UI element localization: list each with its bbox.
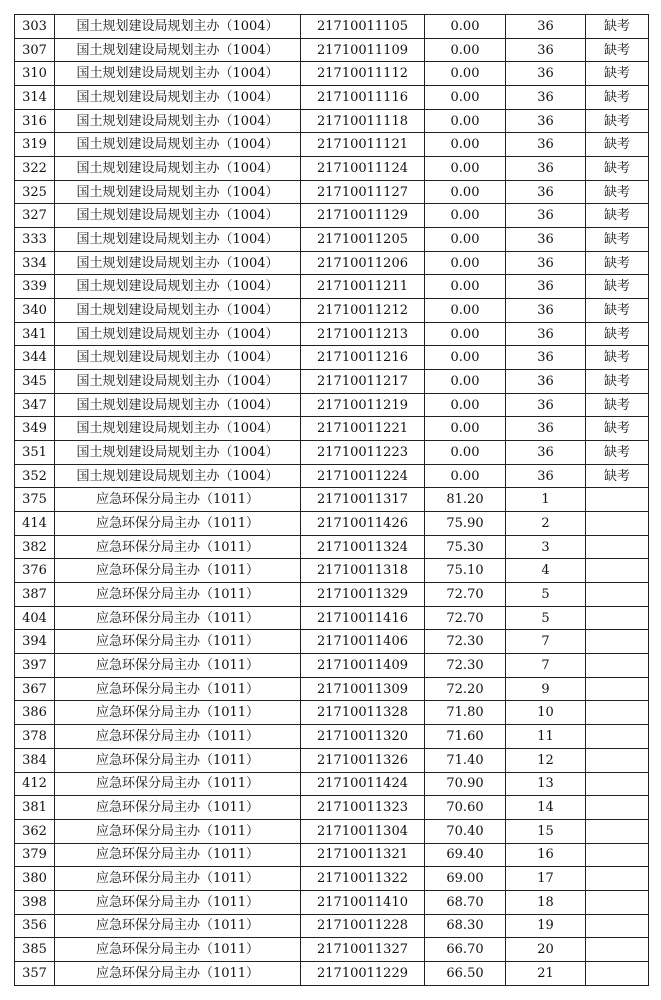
exam-id-cell: 21710011124	[301, 157, 425, 181]
exam-id-cell: 21710011116	[301, 86, 425, 110]
note-cell	[586, 890, 649, 914]
exam-id-cell: 21710011328	[301, 701, 425, 725]
rank-cell: 3	[506, 535, 586, 559]
position-cell: 国土规划建设局规划主办（1004）	[55, 15, 301, 39]
exam-id-cell: 21710011216	[301, 346, 425, 370]
note-cell: 缺考	[586, 441, 649, 465]
exam-id-cell: 21710011409	[301, 654, 425, 678]
seq-cell: 356	[15, 914, 55, 938]
score-cell: 71.60	[425, 725, 506, 749]
rank-cell: 7	[506, 630, 586, 654]
score-cell: 75.10	[425, 559, 506, 583]
rank-cell: 36	[506, 133, 586, 157]
exam-id-cell: 21710011321	[301, 843, 425, 867]
table-row	[15, 914, 649, 938]
note-cell	[586, 677, 649, 701]
score-cell: 0.00	[425, 38, 506, 62]
score-cell: 0.00	[425, 417, 506, 441]
note-cell	[586, 748, 649, 772]
seq-cell: 351	[15, 441, 55, 465]
position-cell: 应急环保分局主办（1011）	[55, 961, 301, 985]
seq-cell: 333	[15, 228, 55, 252]
score-cell: 68.30	[425, 914, 506, 938]
note-cell: 缺考	[586, 417, 649, 441]
rank-cell: 15	[506, 819, 586, 843]
rank-cell: 36	[506, 204, 586, 228]
exam-id-cell: 21710011224	[301, 464, 425, 488]
note-cell	[586, 914, 649, 938]
seq-cell: 316	[15, 109, 55, 133]
seq-cell: 379	[15, 843, 55, 867]
seq-cell: 381	[15, 796, 55, 820]
table-row	[15, 938, 649, 962]
rank-cell: 36	[506, 38, 586, 62]
position-cell: 国土规划建设局规划主办（1004）	[55, 38, 301, 62]
score-cell: 81.20	[425, 488, 506, 512]
table-row	[15, 583, 649, 607]
score-cell: 0.00	[425, 133, 506, 157]
score-cell: 0.00	[425, 441, 506, 465]
position-cell: 应急环保分局主办（1011）	[55, 867, 301, 891]
exam-id-cell: 21710011426	[301, 512, 425, 536]
score-cell: 66.50	[425, 961, 506, 985]
rank-cell: 20	[506, 938, 586, 962]
note-cell: 缺考	[586, 299, 649, 323]
table-row	[15, 228, 649, 252]
note-cell	[586, 512, 649, 536]
table-row	[15, 961, 649, 985]
table-row	[15, 654, 649, 678]
exam-id-cell: 21710011320	[301, 725, 425, 749]
seq-cell: 357	[15, 961, 55, 985]
exam-id-cell: 21710011223	[301, 441, 425, 465]
exam-id-cell: 21710011213	[301, 322, 425, 346]
exam-id-cell: 21710011324	[301, 535, 425, 559]
table-row	[15, 346, 649, 370]
table-row	[15, 15, 649, 39]
note-cell: 缺考	[586, 322, 649, 346]
rank-cell: 2	[506, 512, 586, 536]
score-cell: 0.00	[425, 15, 506, 39]
table-row	[15, 867, 649, 891]
table-row	[15, 843, 649, 867]
position-cell: 国土规划建设局规划主办（1004）	[55, 464, 301, 488]
exam-id-cell: 21710011129	[301, 204, 425, 228]
note-cell: 缺考	[586, 393, 649, 417]
seq-cell: 386	[15, 701, 55, 725]
rank-cell: 36	[506, 346, 586, 370]
seq-cell: 341	[15, 322, 55, 346]
note-cell: 缺考	[586, 86, 649, 110]
position-cell: 国土规划建设局规划主办（1004）	[55, 228, 301, 252]
rank-cell: 36	[506, 86, 586, 110]
exam-id-cell: 21710011416	[301, 606, 425, 630]
seq-cell: 384	[15, 748, 55, 772]
exam-id-cell: 21710011329	[301, 583, 425, 607]
exam-id-cell: 21710011121	[301, 133, 425, 157]
table-row	[15, 370, 649, 394]
position-cell: 国土规划建设局规划主办（1004）	[55, 370, 301, 394]
table-row	[15, 86, 649, 110]
position-cell: 国土规划建设局规划主办（1004）	[55, 322, 301, 346]
score-cell: 72.70	[425, 583, 506, 607]
score-cell: 0.00	[425, 370, 506, 394]
note-cell: 缺考	[586, 133, 649, 157]
table-row	[15, 441, 649, 465]
exam-id-cell: 21710011327	[301, 938, 425, 962]
exam-id-cell: 21710011406	[301, 630, 425, 654]
table-row	[15, 180, 649, 204]
rank-cell: 12	[506, 748, 586, 772]
exam-id-cell: 21710011229	[301, 961, 425, 985]
table-row	[15, 725, 649, 749]
score-cell: 0.00	[425, 346, 506, 370]
table-row	[15, 133, 649, 157]
rank-cell: 36	[506, 370, 586, 394]
note-cell	[586, 606, 649, 630]
score-cell: 0.00	[425, 228, 506, 252]
exam-id-cell: 21710011105	[301, 15, 425, 39]
note-cell	[586, 843, 649, 867]
rank-cell: 36	[506, 251, 586, 275]
position-cell: 应急环保分局主办（1011）	[55, 559, 301, 583]
seq-cell: 314	[15, 86, 55, 110]
note-cell: 缺考	[586, 228, 649, 252]
rank-cell: 36	[506, 62, 586, 86]
seq-cell: 412	[15, 772, 55, 796]
score-cell: 72.20	[425, 677, 506, 701]
table-row	[15, 890, 649, 914]
exam-id-cell: 21710011219	[301, 393, 425, 417]
note-cell: 缺考	[586, 38, 649, 62]
score-cell: 0.00	[425, 86, 506, 110]
table-row	[15, 417, 649, 441]
table-row	[15, 488, 649, 512]
exam-id-cell: 21710011205	[301, 228, 425, 252]
seq-cell: 398	[15, 890, 55, 914]
position-cell: 国土规划建设局规划主办（1004）	[55, 346, 301, 370]
note-cell: 缺考	[586, 251, 649, 275]
note-cell	[586, 701, 649, 725]
seq-cell: 352	[15, 464, 55, 488]
exam-id-cell: 21710011304	[301, 819, 425, 843]
note-cell	[586, 630, 649, 654]
table-row	[15, 512, 649, 536]
score-cell: 68.70	[425, 890, 506, 914]
position-cell: 应急环保分局主办（1011）	[55, 677, 301, 701]
exam-id-cell: 21710011212	[301, 299, 425, 323]
rank-cell: 10	[506, 701, 586, 725]
position-cell: 应急环保分局主办（1011）	[55, 890, 301, 914]
exam-id-cell: 21710011326	[301, 748, 425, 772]
rank-cell: 19	[506, 914, 586, 938]
position-cell: 国土规划建设局规划主办（1004）	[55, 180, 301, 204]
table-row	[15, 38, 649, 62]
note-cell: 缺考	[586, 109, 649, 133]
seq-cell: 340	[15, 299, 55, 323]
table-row	[15, 772, 649, 796]
position-cell: 应急环保分局主办（1011）	[55, 630, 301, 654]
exam-id-cell: 21710011323	[301, 796, 425, 820]
seq-cell: 387	[15, 583, 55, 607]
score-cell: 66.70	[425, 938, 506, 962]
position-cell: 国土规划建设局规划主办（1004）	[55, 62, 301, 86]
exam-id-cell: 21710011127	[301, 180, 425, 204]
table-row	[15, 559, 649, 583]
rank-cell: 4	[506, 559, 586, 583]
note-cell: 缺考	[586, 464, 649, 488]
position-cell: 国土规划建设局规划主办（1004）	[55, 299, 301, 323]
exam-id-cell: 21710011424	[301, 772, 425, 796]
seq-cell: 367	[15, 677, 55, 701]
seq-cell: 362	[15, 819, 55, 843]
score-cell: 72.30	[425, 630, 506, 654]
score-cell: 0.00	[425, 180, 506, 204]
rank-cell: 5	[506, 583, 586, 607]
table-row	[15, 701, 649, 725]
position-cell: 应急环保分局主办（1011）	[55, 535, 301, 559]
rank-cell: 21	[506, 961, 586, 985]
table-row	[15, 630, 649, 654]
table-row	[15, 157, 649, 181]
score-cell: 72.30	[425, 654, 506, 678]
score-cell: 70.60	[425, 796, 506, 820]
table-row	[15, 748, 649, 772]
position-cell: 应急环保分局主办（1011）	[55, 725, 301, 749]
seq-cell: 375	[15, 488, 55, 512]
seq-cell: 303	[15, 15, 55, 39]
position-cell: 国土规划建设局规划主办（1004）	[55, 251, 301, 275]
table-row	[15, 251, 649, 275]
exam-id-cell: 21710011410	[301, 890, 425, 914]
score-cell: 70.40	[425, 819, 506, 843]
seq-cell: 394	[15, 630, 55, 654]
seq-cell: 404	[15, 606, 55, 630]
position-cell: 国土规划建设局规划主办（1004）	[55, 157, 301, 181]
note-cell: 缺考	[586, 157, 649, 181]
note-cell: 缺考	[586, 346, 649, 370]
rank-cell: 17	[506, 867, 586, 891]
note-cell	[586, 535, 649, 559]
rank-cell: 36	[506, 275, 586, 299]
position-cell: 应急环保分局主办（1011）	[55, 938, 301, 962]
rank-cell: 36	[506, 180, 586, 204]
score-table	[14, 14, 649, 986]
rank-cell: 36	[506, 464, 586, 488]
position-cell: 应急环保分局主办（1011）	[55, 796, 301, 820]
rank-cell: 13	[506, 772, 586, 796]
note-cell: 缺考	[586, 62, 649, 86]
note-cell	[586, 938, 649, 962]
score-cell: 72.70	[425, 606, 506, 630]
rank-cell: 36	[506, 322, 586, 346]
note-cell	[586, 654, 649, 678]
note-cell: 缺考	[586, 15, 649, 39]
rank-cell: 16	[506, 843, 586, 867]
position-cell: 应急环保分局主办（1011）	[55, 512, 301, 536]
note-cell	[586, 819, 649, 843]
score-table-body	[15, 15, 649, 986]
score-cell: 71.40	[425, 748, 506, 772]
note-cell	[586, 559, 649, 583]
table-row	[15, 535, 649, 559]
seq-cell: 339	[15, 275, 55, 299]
rank-cell: 7	[506, 654, 586, 678]
score-cell: 0.00	[425, 62, 506, 86]
table-row	[15, 109, 649, 133]
rank-cell: 1	[506, 488, 586, 512]
seq-cell: 344	[15, 346, 55, 370]
table-row	[15, 62, 649, 86]
seq-cell: 397	[15, 654, 55, 678]
position-cell: 国土规划建设局规划主办（1004）	[55, 204, 301, 228]
seq-cell: 414	[15, 512, 55, 536]
position-cell: 应急环保分局主办（1011）	[55, 701, 301, 725]
rank-cell: 36	[506, 393, 586, 417]
table-row	[15, 393, 649, 417]
seq-cell: 310	[15, 62, 55, 86]
table-row	[15, 322, 649, 346]
rank-cell: 36	[506, 417, 586, 441]
position-cell: 国土规划建设局规划主办（1004）	[55, 86, 301, 110]
rank-cell: 14	[506, 796, 586, 820]
exam-id-cell: 21710011228	[301, 914, 425, 938]
score-cell: 0.00	[425, 109, 506, 133]
seq-cell: 349	[15, 417, 55, 441]
rank-cell: 36	[506, 15, 586, 39]
note-cell	[586, 961, 649, 985]
score-cell: 0.00	[425, 157, 506, 181]
exam-id-cell: 21710011317	[301, 488, 425, 512]
seq-cell: 385	[15, 938, 55, 962]
score-cell: 75.90	[425, 512, 506, 536]
table-row	[15, 677, 649, 701]
exam-id-cell: 21710011322	[301, 867, 425, 891]
rank-cell: 36	[506, 299, 586, 323]
score-cell: 70.90	[425, 772, 506, 796]
exam-id-cell: 21710011118	[301, 109, 425, 133]
seq-cell: 334	[15, 251, 55, 275]
score-cell: 0.00	[425, 204, 506, 228]
rank-cell: 36	[506, 441, 586, 465]
note-cell: 缺考	[586, 204, 649, 228]
position-cell: 应急环保分局主办（1011）	[55, 843, 301, 867]
score-cell: 0.00	[425, 251, 506, 275]
exam-id-cell: 21710011112	[301, 62, 425, 86]
rank-cell: 18	[506, 890, 586, 914]
score-cell: 69.40	[425, 843, 506, 867]
position-cell: 应急环保分局主办（1011）	[55, 914, 301, 938]
rank-cell: 36	[506, 109, 586, 133]
position-cell: 应急环保分局主办（1011）	[55, 488, 301, 512]
score-cell: 75.30	[425, 535, 506, 559]
position-cell: 应急环保分局主办（1011）	[55, 772, 301, 796]
exam-id-cell: 21710011109	[301, 38, 425, 62]
seq-cell: 345	[15, 370, 55, 394]
seq-cell: 380	[15, 867, 55, 891]
score-cell: 69.00	[425, 867, 506, 891]
exam-id-cell: 21710011206	[301, 251, 425, 275]
position-cell: 国土规划建设局规划主办（1004）	[55, 109, 301, 133]
table-row	[15, 299, 649, 323]
table-row	[15, 819, 649, 843]
rank-cell: 11	[506, 725, 586, 749]
table-row	[15, 464, 649, 488]
position-cell: 国土规划建设局规划主办（1004）	[55, 275, 301, 299]
rank-cell: 36	[506, 157, 586, 181]
score-cell: 0.00	[425, 275, 506, 299]
note-cell: 缺考	[586, 370, 649, 394]
score-cell: 0.00	[425, 299, 506, 323]
table-row	[15, 275, 649, 299]
score-cell: 0.00	[425, 322, 506, 346]
note-cell	[586, 488, 649, 512]
seq-cell: 382	[15, 535, 55, 559]
seq-cell: 307	[15, 38, 55, 62]
rank-cell: 36	[506, 228, 586, 252]
position-cell: 应急环保分局主办（1011）	[55, 748, 301, 772]
position-cell: 国土规划建设局规划主办（1004）	[55, 393, 301, 417]
score-cell: 0.00	[425, 464, 506, 488]
position-cell: 国土规划建设局规划主办（1004）	[55, 417, 301, 441]
position-cell: 应急环保分局主办（1011）	[55, 606, 301, 630]
seq-cell: 378	[15, 725, 55, 749]
note-cell: 缺考	[586, 180, 649, 204]
seq-cell: 376	[15, 559, 55, 583]
exam-id-cell: 21710011211	[301, 275, 425, 299]
note-cell	[586, 796, 649, 820]
seq-cell: 322	[15, 157, 55, 181]
position-cell: 应急环保分局主办（1011）	[55, 654, 301, 678]
note-cell	[586, 725, 649, 749]
exam-id-cell: 21710011221	[301, 417, 425, 441]
position-cell: 国土规划建设局规划主办（1004）	[55, 133, 301, 157]
exam-id-cell: 21710011217	[301, 370, 425, 394]
rank-cell: 5	[506, 606, 586, 630]
note-cell: 缺考	[586, 275, 649, 299]
score-cell: 71.80	[425, 701, 506, 725]
seq-cell: 347	[15, 393, 55, 417]
position-cell: 国土规划建设局规划主办（1004）	[55, 441, 301, 465]
note-cell	[586, 583, 649, 607]
position-cell: 应急环保分局主办（1011）	[55, 583, 301, 607]
note-cell	[586, 867, 649, 891]
seq-cell: 327	[15, 204, 55, 228]
note-cell	[586, 772, 649, 796]
exam-id-cell: 21710011309	[301, 677, 425, 701]
position-cell: 应急环保分局主办（1011）	[55, 819, 301, 843]
rank-cell: 9	[506, 677, 586, 701]
table-row	[15, 606, 649, 630]
table-row	[15, 204, 649, 228]
seq-cell: 319	[15, 133, 55, 157]
table-row	[15, 796, 649, 820]
exam-id-cell: 21710011318	[301, 559, 425, 583]
seq-cell: 325	[15, 180, 55, 204]
score-cell: 0.00	[425, 393, 506, 417]
